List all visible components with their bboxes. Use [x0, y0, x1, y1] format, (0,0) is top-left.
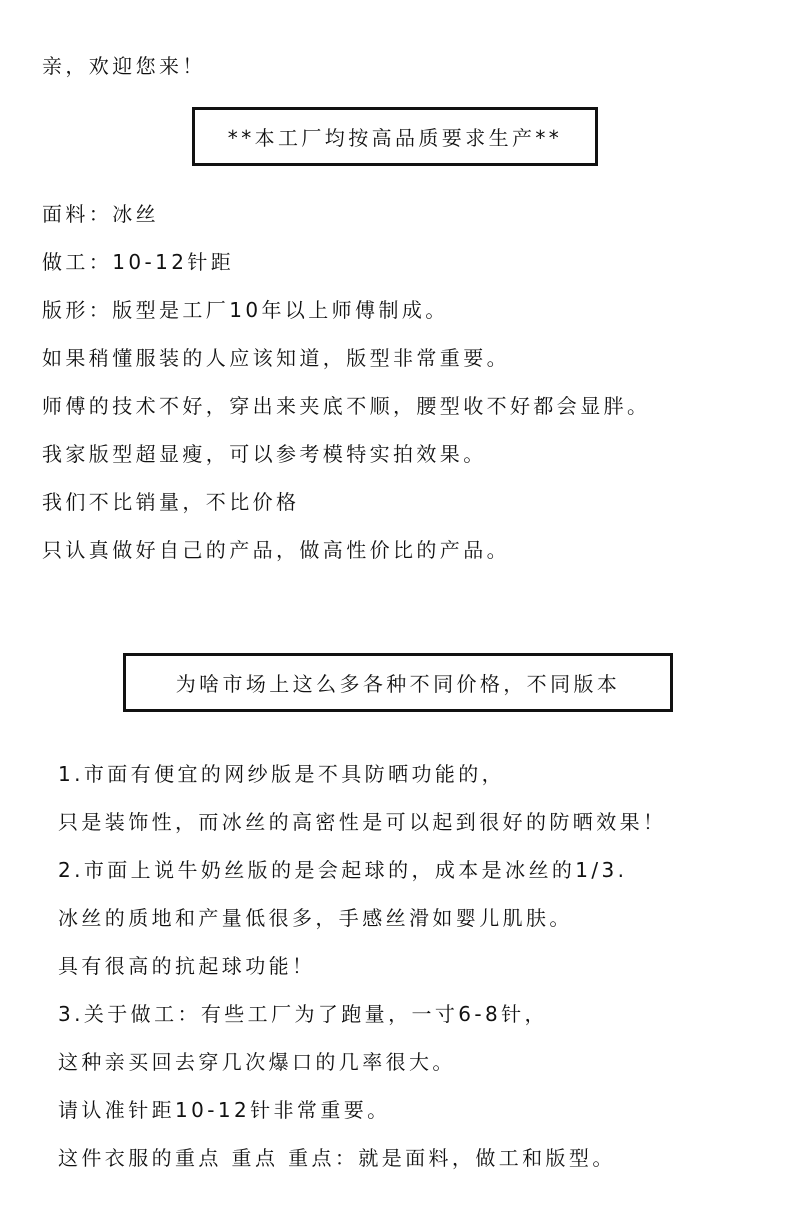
question-banner	[123, 653, 673, 712]
detail-text-line: 这种亲买回去穿几次爆口的几率很大。	[58, 1050, 456, 1074]
intro-text-line: 我家版型超显瘦，可以参考模特实拍效果。	[42, 442, 487, 466]
detail-text-line: 冰丝的质地和产量低很多，手感丝滑如婴儿肌肤。	[58, 906, 573, 930]
intro-text-line: 师傅的技术不好，穿出来夹底不顺，腰型收不好都会显胖。	[42, 394, 651, 418]
detail-text-line: 1.市面有便宜的网纱版是不具防晒功能的，	[58, 762, 506, 786]
greeting-text: 亲，欢迎您来！	[42, 54, 206, 78]
pattern-line: 版形：版型是工厂10年以上师傅制成。	[42, 298, 449, 322]
detail-text-line: 2.市面上说牛奶丝版的是会起球的，成本是冰丝的1/3.	[58, 858, 628, 882]
workmanship-line: 做工：10-12针距	[42, 250, 235, 274]
intro-text-line: 我们不比销量，不比价格	[42, 490, 300, 514]
intro-text-line: 只认真做好自己的产品，做高性价比的产品。	[42, 538, 510, 562]
detail-text-line: 只是装饰性，而冰丝的高密性是可以起到很好的防晒效果！	[58, 810, 667, 834]
quality-banner	[192, 107, 598, 166]
intro-text-line: 如果稍懂服装的人应该知道，版型非常重要。	[42, 346, 510, 370]
detail-text-line: 具有很高的抗起球功能！	[58, 954, 316, 978]
detail-text-line: 请认准针距10-12针非常重要。	[58, 1098, 391, 1122]
question-banner-text: 为啥市场上这么多各种不同价格，不同版本	[175, 672, 621, 696]
fabric-line: 面料：冰丝	[42, 202, 159, 226]
quality-banner-text: **本工厂均按高品质要求生产**	[227, 126, 563, 150]
detail-text-line: 这件衣服的重点 重点 重点：就是面料，做工和版型。	[58, 1146, 616, 1170]
detail-text-line: 3.关于做工：有些工厂为了跑量，一寸6-8针，	[58, 1002, 548, 1026]
